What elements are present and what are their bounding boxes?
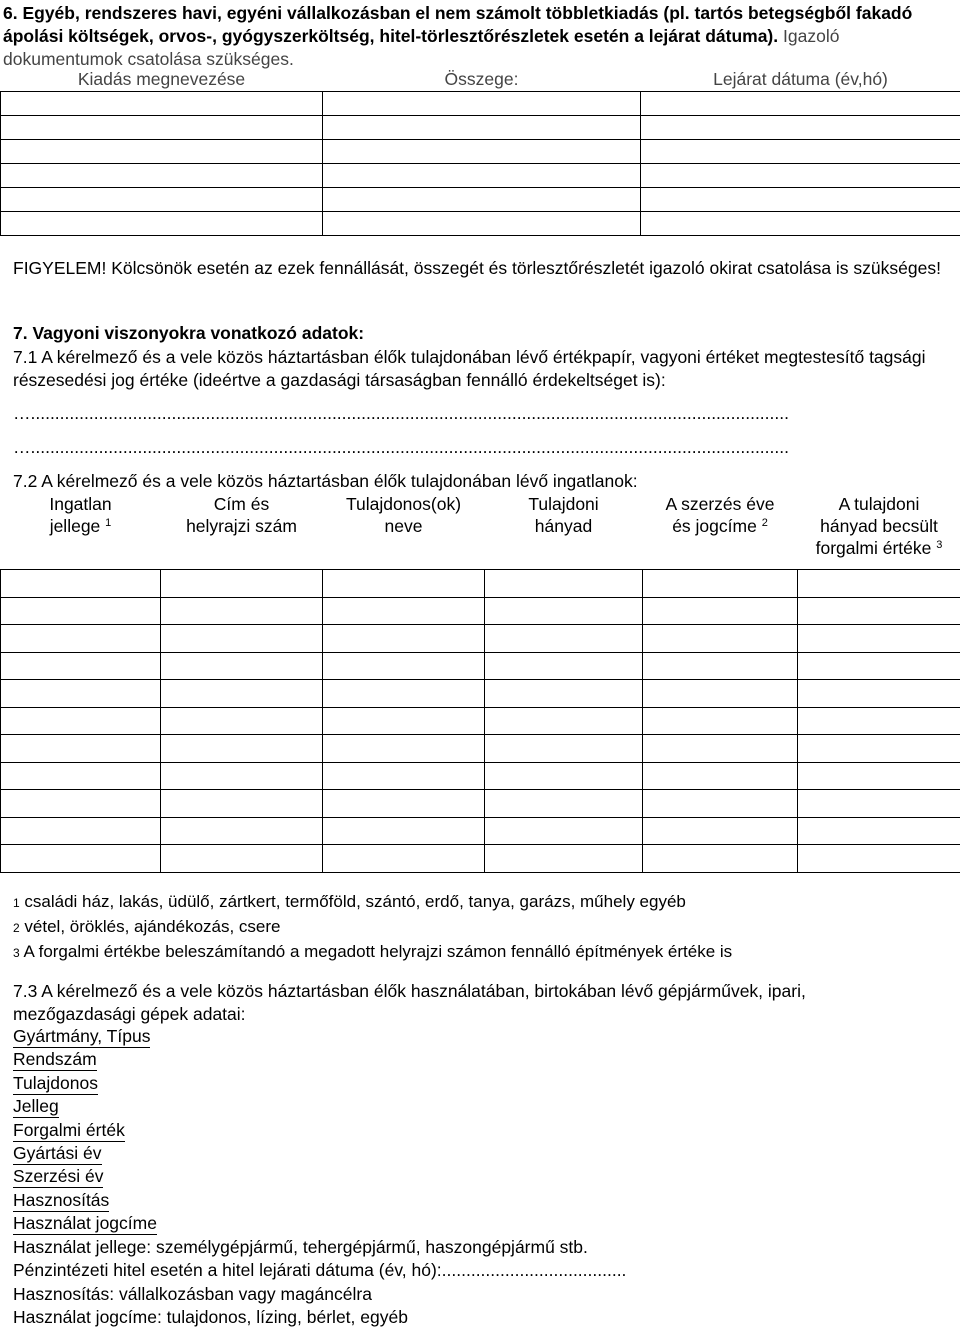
property-cell[interactable] xyxy=(485,680,643,708)
section-7-title: 7. Vagyoni viszonyokra vonatkozó adatok: xyxy=(13,322,364,345)
section-7-3-text: 7.3 A kérelmező és a vele közös háztartásban élők használatában, birtokában lévő gépjárművek, ipari, mezőgazdasági gépek adatai: xyxy=(13,980,933,1026)
property-cell[interactable] xyxy=(643,652,798,680)
column-header-share: Tulajdoni hányad xyxy=(485,493,643,570)
table-row xyxy=(1,140,960,164)
note-usage-type: Használat jellege: személygépjármű, tehergépjármű, haszongépjármű stb. xyxy=(13,1236,953,1259)
vehicle-field xyxy=(13,1165,953,1188)
property-cell[interactable] xyxy=(1,707,161,735)
expense-name-cell[interactable] xyxy=(1,116,323,140)
property-cell[interactable] xyxy=(161,762,323,790)
property-cell[interactable] xyxy=(1,735,161,763)
property-cell[interactable] xyxy=(485,845,643,873)
amount-cell[interactable] xyxy=(323,164,641,188)
property-cell[interactable] xyxy=(798,652,960,680)
expense-name-cell[interactable] xyxy=(1,92,323,116)
property-cell[interactable] xyxy=(798,845,960,873)
column-header-property-type: Ingatlan jellege $^1$ xyxy=(1,493,161,570)
property-table xyxy=(0,493,960,873)
note-loan-due-date[interactable]: Pénzintézeti hitel esetén a hitel lejárati dátuma (év, hó):...................................... xyxy=(13,1259,953,1282)
property-cell[interactable] xyxy=(161,597,323,625)
property-cell[interactable] xyxy=(323,570,485,598)
column-header-owner: Tulajdonos(ok) neve xyxy=(323,493,485,570)
property-cell[interactable] xyxy=(798,680,960,708)
property-cell[interactable] xyxy=(643,790,798,818)
table-row xyxy=(1,762,960,790)
property-cell[interactable] xyxy=(323,845,485,873)
table-row xyxy=(1,790,960,818)
property-cell[interactable] xyxy=(1,625,161,653)
property-cell[interactable] xyxy=(798,762,960,790)
amount-cell[interactable] xyxy=(323,188,641,212)
property-cell[interactable] xyxy=(1,680,161,708)
note-usage-title: Használat jogcíme: tulajdonos, lízing, bérlet, egyéb xyxy=(13,1306,953,1329)
vehicle-field xyxy=(13,1212,953,1235)
property-cell[interactable] xyxy=(798,817,960,845)
property-cell[interactable] xyxy=(798,570,960,598)
amount-cell[interactable] xyxy=(323,140,641,164)
column-header-expense-name: Kiadás megnevezése xyxy=(1,68,323,92)
amount-cell[interactable] xyxy=(323,212,641,236)
vehicle-field-label: Hasznosítás xyxy=(13,1189,109,1212)
property-cell[interactable] xyxy=(485,817,643,845)
property-cell[interactable] xyxy=(643,597,798,625)
table-row xyxy=(1,116,960,140)
section-7-2-text: 7.2 A kérelmező és a vele közös háztartásban élők tulajdonában lévő ingatlanok: xyxy=(13,470,638,493)
section-6-heading-tail: Igazoló dokumentumok csatolása szükséges. xyxy=(3,26,839,69)
vehicle-field xyxy=(13,1072,953,1095)
property-cell[interactable] xyxy=(161,707,323,735)
vehicle-field xyxy=(13,1025,953,1048)
property-cell[interactable] xyxy=(643,680,798,708)
vehicle-fields xyxy=(13,1025,953,1236)
property-cell[interactable] xyxy=(161,817,323,845)
expense-table-header xyxy=(1,68,960,92)
table-row xyxy=(1,707,960,735)
column-header-acquisition: A szerzés éve és jogcíme $^2$ xyxy=(643,493,798,570)
property-cell[interactable] xyxy=(643,570,798,598)
property-cell[interactable] xyxy=(643,817,798,845)
property-cell[interactable] xyxy=(485,570,643,598)
table-row xyxy=(1,92,960,116)
property-cell[interactable] xyxy=(485,652,643,680)
amount-cell[interactable] xyxy=(323,116,641,140)
table-row xyxy=(1,625,960,653)
property-cell[interactable] xyxy=(485,597,643,625)
column-header-due-date: Lejárat dátuma (év,hó) xyxy=(641,68,960,92)
column-header-market-value: A tulajdoni hányad becsült forgalmi értéke $^3$ xyxy=(798,493,960,570)
expense-name-cell[interactable] xyxy=(1,212,323,236)
table-row xyxy=(1,188,960,212)
footnote: 3 A forgalmi értékbe beleszámítandó a megadott helyrajzi számon fennálló építmények értéke is xyxy=(13,940,953,965)
vehicle-notes xyxy=(13,1236,953,1329)
vehicle-field xyxy=(13,1142,953,1165)
table-row xyxy=(1,212,960,236)
table-row xyxy=(1,652,960,680)
table-row xyxy=(1,735,960,763)
property-cell[interactable] xyxy=(323,707,485,735)
due-date-cell[interactable] xyxy=(641,92,960,116)
property-cell[interactable] xyxy=(1,790,161,818)
due-date-cell[interactable] xyxy=(641,140,960,164)
vehicle-field xyxy=(13,1119,953,1142)
vehicle-field xyxy=(13,1095,953,1118)
property-cell[interactable] xyxy=(323,597,485,625)
property-cell[interactable] xyxy=(323,790,485,818)
property-cell[interactable] xyxy=(161,735,323,763)
property-cell[interactable] xyxy=(161,845,323,873)
vehicle-field xyxy=(13,1048,953,1071)
expense-name-cell[interactable] xyxy=(1,188,323,212)
property-cell[interactable] xyxy=(323,762,485,790)
property-cell[interactable] xyxy=(485,735,643,763)
securities-fill-line-1[interactable]: …............................................................................................................................................................ xyxy=(13,402,949,425)
property-cell[interactable] xyxy=(485,707,643,735)
property-cell[interactable] xyxy=(161,680,323,708)
vehicle-field-label: Tulajdonos xyxy=(13,1072,98,1095)
property-cell[interactable] xyxy=(485,790,643,818)
property-cell[interactable] xyxy=(161,570,323,598)
vehicle-field-label: Jelleg xyxy=(13,1095,59,1118)
property-cell[interactable] xyxy=(323,680,485,708)
property-cell[interactable] xyxy=(323,652,485,680)
property-table-header xyxy=(1,493,960,570)
property-cell[interactable] xyxy=(798,625,960,653)
property-cell[interactable] xyxy=(1,570,161,598)
property-cell[interactable] xyxy=(798,597,960,625)
property-cell[interactable] xyxy=(1,597,161,625)
table-row xyxy=(1,817,960,845)
vehicle-field-label: Rendszám xyxy=(13,1048,97,1071)
property-cell[interactable] xyxy=(161,790,323,818)
property-cell[interactable] xyxy=(161,625,323,653)
property-cell[interactable] xyxy=(798,790,960,818)
property-cell[interactable] xyxy=(643,625,798,653)
property-cell[interactable] xyxy=(161,652,323,680)
due-date-cell[interactable] xyxy=(641,188,960,212)
property-cell[interactable] xyxy=(643,845,798,873)
vehicle-field-label: Gyártmány, Típus xyxy=(13,1025,150,1048)
property-cell[interactable] xyxy=(643,762,798,790)
property-cell[interactable] xyxy=(1,652,161,680)
due-date-cell[interactable] xyxy=(641,164,960,188)
footnote: 2 vétel, öröklés, ajándékozás, csere xyxy=(13,915,953,940)
due-date-cell[interactable] xyxy=(641,116,960,140)
table-row xyxy=(1,570,960,598)
footnotes xyxy=(13,890,953,965)
section-7-1-text: 7.1 A kérelmező és a vele közös háztartásban élők tulajdonában lévő értékpapír, vagyoni értéket megtestesítő tagsági részesedési jog értéke (ideértve a gazdasági társaságban fennálló érdekeltséget is): xyxy=(13,346,953,392)
column-header-address: Cím és helyrajzi szám xyxy=(161,493,323,570)
property-cell[interactable] xyxy=(323,625,485,653)
section-6-heading xyxy=(3,2,953,71)
property-cell[interactable] xyxy=(798,735,960,763)
property-cell[interactable] xyxy=(485,625,643,653)
note-utilization: Hasznosítás: vállalkozásban vagy magáncélra xyxy=(13,1283,953,1306)
property-cell[interactable] xyxy=(1,762,161,790)
property-cell[interactable] xyxy=(323,817,485,845)
property-cell[interactable] xyxy=(643,707,798,735)
table-row xyxy=(1,164,960,188)
loan-warning: FIGYELEM! Kölcsönök esetén az ezek fennállását, összegét és törlesztőrészletét igazoló okirat csatolása is szükséges! xyxy=(13,257,948,280)
property-cell[interactable] xyxy=(1,845,161,873)
expense-name-cell[interactable] xyxy=(1,140,323,164)
vehicle-field-label: Használat jogcíme xyxy=(13,1212,157,1235)
vehicle-field-label: Gyártási év xyxy=(13,1142,102,1165)
property-cell[interactable] xyxy=(798,707,960,735)
vehicle-field-label: Szerzési év xyxy=(13,1165,103,1188)
due-date-cell[interactable] xyxy=(641,212,960,236)
property-cell[interactable] xyxy=(485,762,643,790)
property-cell[interactable] xyxy=(643,735,798,763)
table-row xyxy=(1,597,960,625)
table-row xyxy=(1,680,960,708)
vehicle-field xyxy=(13,1189,953,1212)
amount-cell[interactable] xyxy=(323,92,641,116)
section-6-heading-bold: 6. Egyéb, rendszeres havi, egyéni vállalkozásban el nem számolt többletkiadás (pl. tartós betegségből fakadó ápolási költségek, orvos-, gyógyszerköltség, hitel-törlesztőrészletek esetén a lejárat dátuma). xyxy=(3,3,912,46)
property-cell[interactable] xyxy=(323,735,485,763)
expense-name-cell[interactable] xyxy=(1,164,323,188)
property-cell[interactable] xyxy=(1,817,161,845)
footnote: 1 családi ház, lakás, üdülő, zártkert, termőföld, szántó, erdő, tanya, garázs, műhely egyéb xyxy=(13,890,953,915)
table-row xyxy=(1,845,960,873)
securities-fill-line-2[interactable]: …............................................................................................................................................................ xyxy=(13,436,949,459)
vehicle-field-label: Forgalmi érték xyxy=(13,1119,125,1142)
column-header-amount: Összege: xyxy=(323,68,641,92)
expense-table xyxy=(0,68,960,236)
